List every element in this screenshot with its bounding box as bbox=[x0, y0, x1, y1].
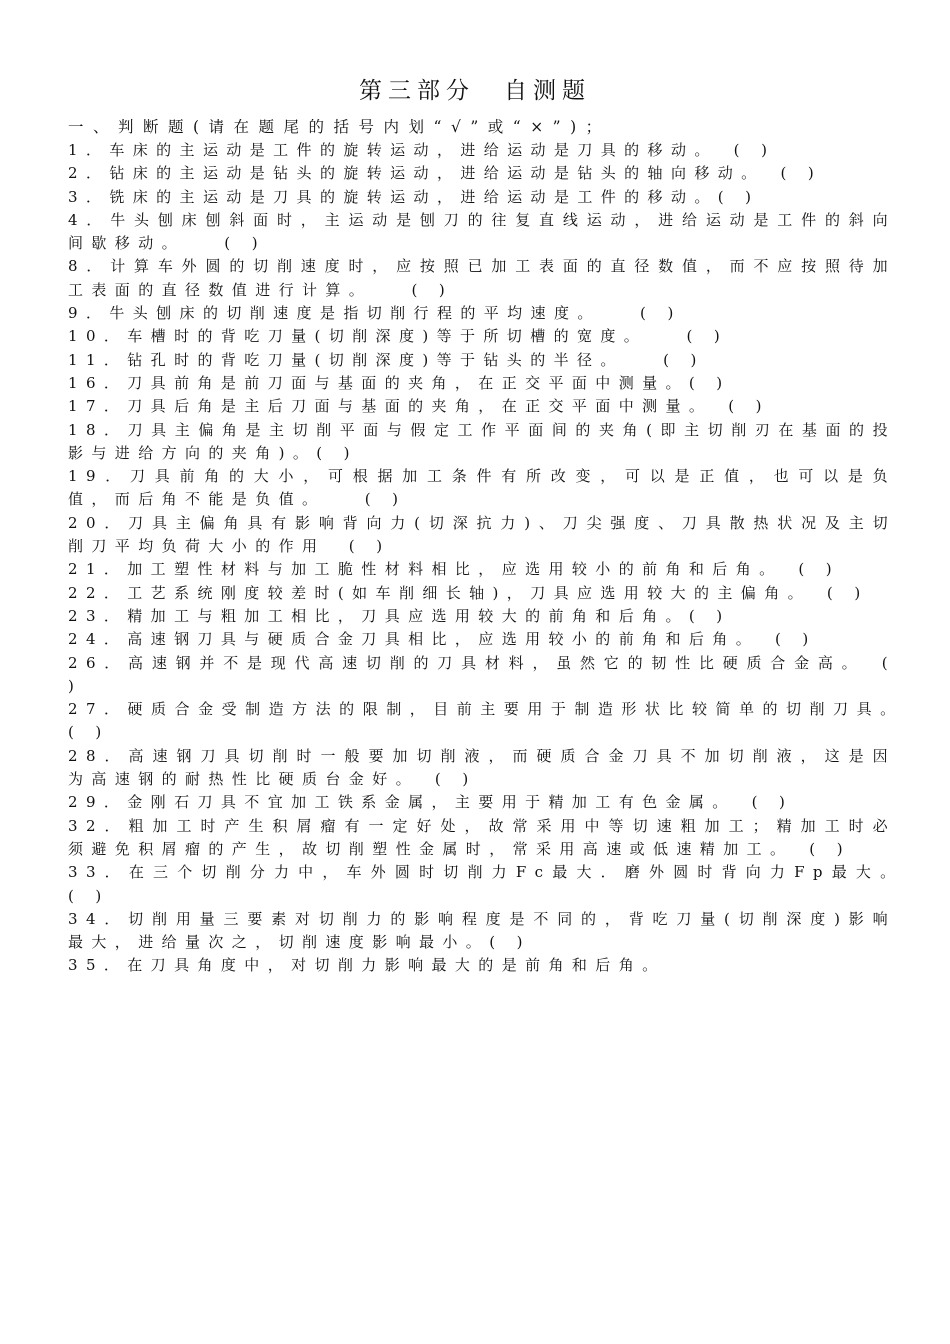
question-item: 32．粗加工时产生积屑瘤有一定好处，故常采用中等切速粗加工；精加工时必须避免积屑瘤的产生，故切削塑性金属时，常采用高速或低速精加工。 ( ) bbox=[68, 816, 896, 858]
question-item: 10．车槽时的背吃刀量(切削深度)等于所切槽的宽度。 ( ) bbox=[68, 327, 729, 346]
question-item: 9．牛头刨床的切削速度是指切削行程的平均速度。 ( ) bbox=[68, 304, 682, 323]
question-item: 27．硬质合金受制造方法的限制，目前主要用于制造形状比较简单的切削刀具。 ( ) bbox=[68, 700, 920, 742]
question-item: 23．精加工与粗加工相比，刀具应选用较大的前角和后角。( ) bbox=[68, 606, 731, 625]
question-item: 8．计算车外圆的切削速度时，应按照已加工表面的直径数值，而不应按照待加工表面的直径数值进行计算。 ( ) bbox=[68, 257, 896, 299]
section-heading: 一、判断题(请在题尾的括号内划“√”或“×”)； bbox=[68, 118, 611, 136]
question-item: 24．高速钢刀具与硬质合金刀具相比，应选用较小的前角和后角。 ( ) bbox=[68, 630, 817, 649]
page-title: 第三部分 自测题 bbox=[359, 78, 591, 104]
question-item: 28．高速钢刀具切削时一般要加切削液，而硬质合金刀具不加切削液，这是因为高速钢的耐热性比硬质台金好。 ( ) bbox=[68, 746, 896, 789]
question-item: 20．刀具主偏角具有影响背向力(切深抗力)、刀尖强度、刀具散热状况及主切削刀平均负荷大小的作用 ( ) bbox=[68, 513, 896, 556]
question-item: 34．切削用量三要素对切削力的影响程度是不同的，背吃刀量(切削深度)影响最大，进给量次之，切削速度影响最小。( ) bbox=[68, 909, 896, 952]
question-item: 17．刀具后角是主后刀面与基面的夹角，在正交平面中测量。 ( ) bbox=[68, 397, 770, 416]
question-item: 3．铣床的主运动是刀具的旋转运动，进给运动是工件的移动。( ) bbox=[68, 187, 760, 206]
question-list bbox=[68, 139, 920, 978]
question-item: 19．刀具前角的大小，可根据加工条件有所改变，可以是正值，也可以是负值，而后角不能是负值。 ( ) bbox=[68, 467, 896, 509]
question-item: 21．加工塑性材料与加工脆性材料相比，应选用较小的前角和后角。 ( ) bbox=[68, 560, 841, 579]
question-item: 18．刀具主偏角是主切削平面与假定工作平面间的夹角(即主切削刃在基面的投影与进给方向的夹角)。( ) bbox=[68, 420, 896, 462]
question-item: 16．刀具前角是前刀面与基面的夹角，在正交平面中测量。( ) bbox=[68, 373, 731, 392]
question-item: 33．在三个切削分力中，车外圆时切削力Fc最大．磨外圆时背向力Fp最大。 ( ) bbox=[68, 863, 920, 905]
question-item: 11．钻孔时的背吃刀量(切削深度)等于钻头的半径。 ( ) bbox=[68, 350, 705, 369]
question-item: 26．高速钢并不是现代高速切削的刀具材料，虽然它的韧性比硬质合金高。 ( ) bbox=[68, 653, 896, 695]
question-item: 1．车床的主运动是工件的旋转运动，进给运动是刀具的移动。 ( ) bbox=[68, 141, 776, 159]
question-item: 4．牛头刨床刨斜面时，主运动是刨刀的往复直线运动，进给运动是工件的斜向间歇移动。 ( ) bbox=[68, 210, 896, 253]
question-item: 22．工艺系统刚度较差时(如车削细长轴)，刀具应选用较大的主偏角。 ( ) bbox=[68, 583, 869, 602]
question-item: 2．钻床的主运动是钻头的旋转运动，进给运动是钻头的轴向移动。 ( ) bbox=[68, 164, 823, 183]
question-item: 35．在刀具角度中，对切削力影响最大的是前角和后角。 bbox=[68, 956, 666, 975]
question-item: 29．金刚石刀具不宜加工铁系金属，主要用于精加工有色金属。 ( ) bbox=[68, 793, 794, 812]
